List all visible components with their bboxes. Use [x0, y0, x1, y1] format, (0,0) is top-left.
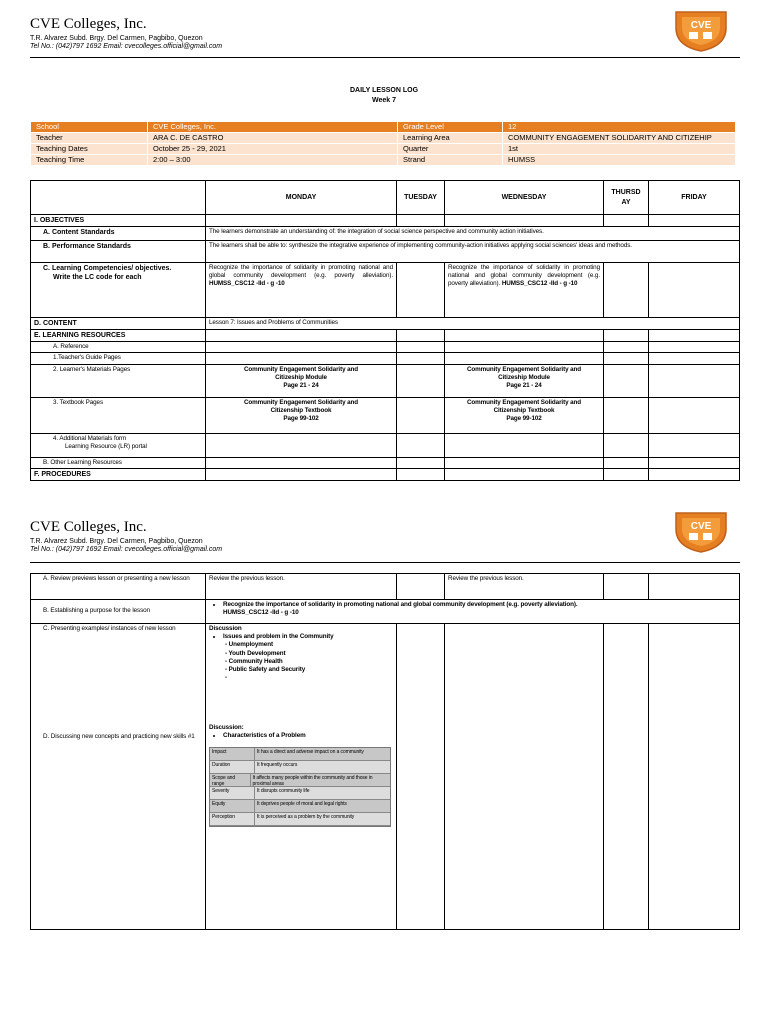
org-contact-2: Tel No.: (042)797 1692 Email: cvecolleges.official@gmail.com — [30, 546, 223, 553]
competencies-wednesday-text: Recognize the importance of solidarity in promoting national and global community development (e.g. poverty alleviation). — [448, 264, 600, 288]
char-key: Scope and range — [210, 774, 251, 786]
char-row — [210, 787, 390, 800]
lm-mon-line1: Community Engagement Solidarity and — [243, 365, 359, 373]
performance-standards-value: The learners shall be able to: synthesize the integrative experience of implementing community-action initiatives applying social sciences' ideas and methods. — [206, 241, 740, 263]
tb-wed-line2: Citizenship Textbook — [493, 406, 555, 414]
school-label: School — [31, 122, 148, 133]
resources-heading: E. LEARNING RESOURCES — [31, 330, 206, 342]
day-thursday: THURSD AY — [604, 181, 649, 215]
teacher-value: ARA C. DE CASTRO — [148, 133, 398, 144]
logo-text: CVE — [690, 20, 712, 31]
competencies-monday-code: HUMSS_CSC12 -IId - g -10 — [209, 280, 285, 288]
textbook-wednesday — [445, 397, 604, 433]
char-desc: It is perceived as a problem by the community — [257, 813, 355, 820]
teachers-guide-label: 1.Teacher's Guide Pages — [31, 353, 206, 364]
competencies-label-line1: C. Learning Competencies/ objectives. — [43, 265, 172, 273]
char-key: Impact — [210, 748, 255, 760]
org-address-2: T.R. Alvarez Subd. Brgy. Del Carmen, Pagbibo, Quezon — [30, 538, 203, 545]
char-row — [210, 761, 390, 774]
log-week: Week 7 — [372, 97, 396, 104]
area-value: COMMUNITY ENGAGEMENT SOLIDARITY AND CITIZEHIP — [503, 133, 736, 144]
char-desc: It disrupts community life — [257, 787, 310, 794]
issue-safety: - Public Safety and Security — [235, 666, 393, 674]
char-desc: It has a direct and adverse impact on a community — [257, 748, 364, 755]
competencies-label — [31, 263, 206, 318]
tb-mon-line2: Citizenship Textbook — [270, 406, 332, 414]
lm-wed-line2: Citizeship Module — [498, 373, 550, 381]
additional-line2: Learning Resource (LR) portal — [65, 442, 147, 450]
presenting-examples-label: C. Presenting examples/ instances of new lesson — [43, 625, 176, 632]
org-name: CVE Colleges, Inc. — [30, 16, 147, 32]
time-label: Teaching Time — [31, 155, 148, 166]
purpose-text: • Recognize the importance of solidarity in promoting national and global community development (e.g. poverty alleviation). — [223, 601, 736, 609]
issues-heading: • Issues and problem in the Community — [223, 633, 393, 641]
grade-label: Grade Level — [398, 122, 503, 133]
day-tuesday: TUESDAY — [397, 181, 445, 215]
content-value: Lesson 7: Issues and Problems of Communities — [206, 318, 740, 330]
issue-youth: - Youth Development — [235, 650, 393, 658]
days-header-row — [31, 181, 740, 215]
char-row — [210, 774, 390, 787]
area-label: Learning Area — [398, 133, 503, 144]
org-name-2: CVE Colleges, Inc. — [30, 519, 147, 535]
competencies-wednesday-code: HUMSS_CSC12 -IId - g -10 — [501, 280, 578, 288]
lesson-log-table — [30, 180, 740, 481]
log-title: DAILY LESSON LOG — [349, 87, 419, 94]
char-key: Duration — [210, 761, 255, 773]
lm-mon-line3: Page 21 - 24 — [283, 381, 319, 389]
issue-blank — [235, 674, 393, 682]
lm-wed-line1: Community Engagement Solidarity and — [466, 365, 582, 373]
dates-label: Teaching Dates — [31, 144, 148, 155]
learners-materials-wednesday — [445, 364, 604, 397]
content-label: D. CONTENT — [31, 318, 206, 330]
issue-health: - Community Health — [235, 658, 393, 666]
day-monday: MONDAY — [206, 181, 397, 215]
quarter-label: Quarter — [398, 144, 503, 155]
day-friday: FRIDAY — [649, 181, 740, 215]
procedure-cd-labels — [31, 624, 206, 930]
performance-standards-label: B. Performance Standards — [31, 241, 206, 263]
lm-wed-line3: Page 21 - 24 — [506, 381, 542, 389]
other-resources-label: B. Other Learning Resources — [31, 457, 206, 468]
characteristics-heading: • Characteristics of a Problem — [223, 732, 393, 740]
char-desc: It deprives people of moral and legal rights — [257, 800, 347, 807]
lm-mon-line2: Citizeship Module — [275, 373, 327, 381]
objectives-heading: I. OBJECTIVES — [31, 215, 206, 227]
reference-label: A. Reference — [31, 342, 206, 353]
tb-wed-line3: Page 99-102 — [506, 414, 542, 422]
review-label: A. Review previews lesson or presenting a new lesson — [31, 574, 206, 600]
page2-header — [30, 519, 738, 553]
org-contact: Tel No.: (042)797 1692 Email: cvecolleges.official@gmail.com — [30, 43, 223, 50]
char-key: Perception — [210, 813, 255, 825]
characteristics-table — [209, 747, 391, 827]
school-value: CVE Colleges, Inc. — [148, 122, 398, 133]
textbook-label: 3. Textbook Pages — [31, 397, 206, 433]
tb-mon-line1: Community Engagement Solidarity and — [243, 398, 359, 406]
discussion-monday — [206, 624, 397, 930]
review-wednesday: Review the previous lesson. — [445, 574, 604, 600]
tb-wed-line1: Community Engagement Solidarity and — [466, 398, 582, 406]
procedures-table — [30, 573, 740, 930]
tb-mon-line3: Page 99-102 — [283, 414, 319, 422]
char-desc: It affects many people within the community and those in proximal areas — [252, 774, 373, 788]
char-row — [210, 748, 390, 761]
char-row — [210, 813, 390, 826]
char-desc: It frequently occurs — [257, 761, 298, 768]
learners-materials-monday — [206, 364, 397, 397]
info-table — [30, 121, 736, 166]
day-wednesday: WEDNESDAY — [445, 181, 604, 215]
org-address: T.R. Alvarez Subd. Brgy. Del Carmen, Pagbibo, Quezon — [30, 35, 203, 42]
quarter-value: 1st — [503, 144, 736, 155]
discussion2-heading: Discussion: — [209, 724, 244, 732]
procedures-heading: F. PROCEDURES — [31, 468, 206, 480]
dates-value: October 25 - 29, 2021 — [148, 144, 398, 155]
grade-value: 12 — [503, 122, 736, 133]
additional-materials-label — [31, 433, 206, 457]
purpose-code: HUMSS_CSC12 -IId - g -10 — [223, 609, 299, 617]
discussing-concepts-label: D. Discussing new concepts and practicing new skills #1 — [43, 733, 195, 741]
strand-label: Strand — [398, 155, 503, 166]
discussion-heading: Discussion — [209, 625, 242, 632]
char-row — [210, 800, 390, 813]
additional-line1: 4. Additional Materials form — [53, 434, 127, 442]
issue-unemployment: - Unemployment — [235, 641, 393, 649]
textbook-monday — [206, 397, 397, 433]
competencies-monday-text: Recognize the importance of solidarity in promoting national and global community development (e.g. poverty alleviation). — [209, 264, 393, 280]
purpose-value — [206, 600, 740, 624]
cve-logo-icon — [672, 6, 730, 52]
content-standards-label: A. Content Standards — [31, 227, 206, 241]
teacher-label: Teacher — [31, 133, 148, 144]
header-divider-2 — [30, 562, 740, 563]
cve-logo-icon-2 — [672, 507, 730, 553]
strand-value: HUMSS — [503, 155, 736, 166]
learners-materials-label: 2. Learner's Materials Pages — [31, 364, 206, 397]
header-divider — [30, 57, 740, 58]
time-value: 2:00 – 3:00 — [148, 155, 398, 166]
char-key: Severity — [210, 787, 255, 799]
review-monday: Review the previous lesson. — [206, 574, 397, 600]
logo-text-2: CVE — [690, 521, 712, 532]
page1-header — [30, 16, 738, 50]
competencies-wednesday — [445, 263, 604, 318]
content-standards-value: The learners demonstrate an understanding of: the integration of social science perspective and community action initiatives. — [206, 227, 740, 241]
char-key: Equity — [210, 800, 255, 812]
competencies-label-line2: Write the LC code for each — [53, 274, 142, 282]
purpose-label: B. Establishing a purpose for the lesson — [31, 600, 206, 624]
competencies-monday — [206, 263, 397, 318]
